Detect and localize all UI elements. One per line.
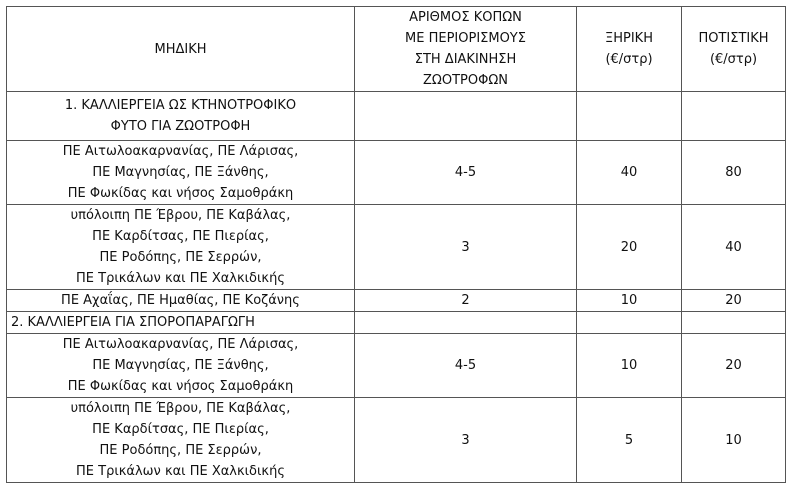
cuts-cell: 4-5 bbox=[355, 141, 577, 205]
dry-cell: 40 bbox=[577, 141, 682, 205]
dry-cell: 10 bbox=[577, 290, 682, 312]
header-row bbox=[7, 7, 786, 92]
table-row bbox=[7, 290, 786, 312]
empty-cell bbox=[355, 312, 577, 334]
region-cell: υπόλοιπη ΠΕ Έβρου, ΠΕ Καβάλας, ΠΕ Καρδίτσας, ΠΕ Πιερίας, ΠΕ Ροδόπης, ΠΕ Σερρών, ΠΕ Τρικάλων και ΠΕ Χαλκιδικής bbox=[7, 205, 355, 290]
irrigated-cell: 40 bbox=[682, 205, 786, 290]
empty-cell bbox=[682, 92, 786, 141]
empty-cell bbox=[355, 92, 577, 141]
dry-cell: 5 bbox=[577, 398, 682, 483]
section-title: 2. ΚΑΛΛΙΕΡΓΕΙΑ ΓΙΑ ΣΠΟΡΟΠΑΡΑΓΩΓΗ bbox=[7, 312, 355, 334]
table-row bbox=[7, 398, 786, 483]
dry-cell: 10 bbox=[577, 334, 682, 398]
table-row bbox=[7, 205, 786, 290]
empty-cell bbox=[577, 312, 682, 334]
header-cuts: ΑΡΙΘΜΟΣ ΚΟΠΩΝ ΜΕ ΠΕΡΙΟΡΙΣΜΟΥΣ ΣΤΗ ΔΙΑΚΙΝΗΣΗ ΖΩΟΤΡΟΦΩΝ bbox=[355, 7, 577, 92]
region-cell: υπόλοιπη ΠΕ Έβρου, ΠΕ Καβάλας, ΠΕ Καρδίτσας, ΠΕ Πιερίας, ΠΕ Ροδόπης, ΠΕ Σερρών, ΠΕ Τρικάλων και ΠΕ Χαλκιδικής bbox=[7, 398, 355, 483]
cuts-cell: 2 bbox=[355, 290, 577, 312]
header-crop: ΜΗΔΙΚΗ bbox=[7, 7, 355, 92]
irrigated-cell: 20 bbox=[682, 334, 786, 398]
alfalfa-compensation-table bbox=[6, 6, 786, 483]
table-row bbox=[7, 334, 786, 398]
region-cell: ΠΕ Αχαΐας, ΠΕ Ημαθίας, ΠΕ Κοζάνης bbox=[7, 290, 355, 312]
region-cell: ΠΕ Αιτωλοακαρνανίας, ΠΕ Λάρισας, ΠΕ Μαγνησίας, ΠΕ Ξάνθης, ΠΕ Φωκίδας και νήσος Σαμοθράκη bbox=[7, 141, 355, 205]
region-cell: ΠΕ Αιτωλοακαρνανίας, ΠΕ Λάρισας, ΠΕ Μαγνησίας, ΠΕ Ξάνθης, ΠΕ Φωκίδας και νήσος Σαμοθράκη bbox=[7, 334, 355, 398]
empty-cell bbox=[682, 312, 786, 334]
table-row bbox=[7, 141, 786, 205]
section-row bbox=[7, 312, 786, 334]
section-row bbox=[7, 92, 786, 141]
cuts-cell: 4-5 bbox=[355, 334, 577, 398]
irrigated-cell: 10 bbox=[682, 398, 786, 483]
irrigated-cell: 80 bbox=[682, 141, 786, 205]
cuts-cell: 3 bbox=[355, 398, 577, 483]
irrigated-cell: 20 bbox=[682, 290, 786, 312]
header-irrigated: ΠΟΤΙΣΤΙΚΗ (€/στρ) bbox=[682, 7, 786, 92]
empty-cell bbox=[577, 92, 682, 141]
cuts-cell: 3 bbox=[355, 205, 577, 290]
header-dry: ΞΗΡΙΚΗ (€/στρ) bbox=[577, 7, 682, 92]
section-title: 1. ΚΑΛΛΙΕΡΓΕΙΑ ΩΣ ΚΤΗΝΟΤΡΟΦΙΚΟ ΦΥΤΟ ΓΙΑ ΖΩΟΤΡΟΦΗ bbox=[7, 92, 355, 141]
dry-cell: 20 bbox=[577, 205, 682, 290]
